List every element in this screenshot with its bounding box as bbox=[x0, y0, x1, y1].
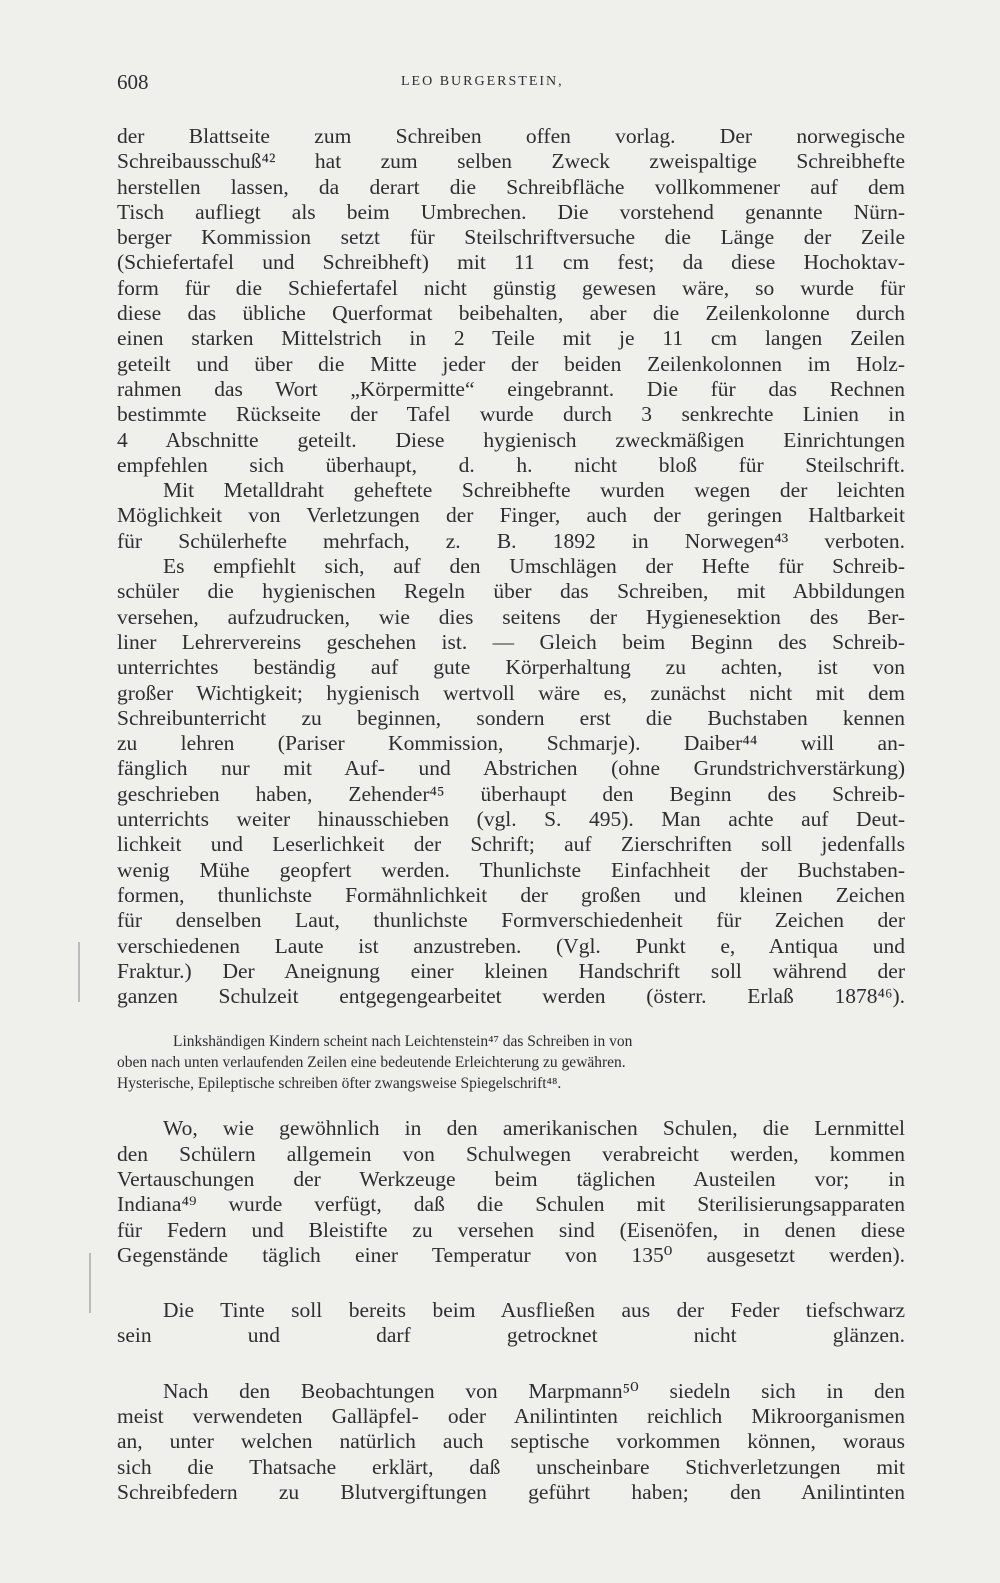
text-line: lichkeit und Leserlichkeit der Schrift; auf Zierschriften soll jedenfalls bbox=[117, 832, 905, 857]
text-line: Linkshändigen Kindern scheint nach Leichtenstein⁴⁷ das Schreiben in von bbox=[173, 1033, 633, 1051]
text-line: Schreibfedern zu Blutvergiftungen geführt haben; den Anilintinten bbox=[117, 1479, 905, 1504]
text-line: formen, thunlichste Formähnlichkeit der großen und kleinen Zeichen bbox=[117, 882, 905, 907]
margin-mark bbox=[89, 1253, 91, 1313]
paragraph bbox=[117, 1116, 905, 1268]
text-line: rahmen das Wort „Körpermitte“ eingebrannt. Die für das Rechnen bbox=[117, 376, 905, 401]
text-line: geschrieben haben, Zehender⁴⁵ überhaupt den Beginn des Schreib- bbox=[117, 781, 905, 806]
text-line: einen starken Mittelstrich in 2 Teile mit je 11 cm langen Zeilen bbox=[117, 326, 905, 351]
text-line: verschiedenen Laute ist anzustreben. (Vgl. Punkt e, Antiqua und bbox=[117, 933, 905, 958]
text-line: Mit Metalldraht geheftete Schreibhefte wurden wegen der leichten bbox=[163, 478, 905, 503]
body-text bbox=[117, 124, 905, 1505]
text-line: wenig Mühe geopfert werden. Thunlichste Einfachheit der Buchstaben- bbox=[117, 857, 905, 882]
text-line: unterrichtes beständig auf gute Körperhaltung zu achten, ist von bbox=[117, 655, 905, 680]
text-line: Möglichkeit von Verletzungen der Finger, auch der geringen Haltbarkeit bbox=[117, 503, 905, 528]
footnote-paragraph bbox=[117, 1031, 905, 1094]
text-line: schüler die hygienischen Regeln über das Schreiben, mit Abbildungen bbox=[117, 579, 905, 604]
text-line: Die Tinte soll bereits beim Ausfließen aus der Feder tiefschwarz bbox=[163, 1298, 905, 1323]
text-line: 4 Abschnitte geteilt. Diese hygienisch zweckmäßigen Einrichtungen bbox=[117, 427, 905, 452]
text-line: Nach den Beobachtungen von Marpmann⁵⁰ siedeln sich in den bbox=[163, 1378, 905, 1403]
text-line: (Schiefertafel und Schreibheft) mit 11 cm fest; da diese Hochoktav- bbox=[117, 250, 905, 275]
paragraph-gap bbox=[117, 1349, 905, 1379]
text-line: oben nach unten verlaufenden Zeilen eine bedeutende Erleichterung zu gewähren. bbox=[117, 1054, 626, 1072]
text-line: form für die Schiefertafel nicht günstig gewesen wäre, so wurde für bbox=[117, 275, 905, 300]
text-line: Tisch aufliegt als beim Umbrechen. Die vorstehend genannte Nürn- bbox=[117, 199, 905, 224]
text-line: sein und darf getrocknet nicht glänzen. bbox=[117, 1323, 905, 1348]
text-line: an, unter welchen natürlich auch septische vorkommen können, woraus bbox=[117, 1429, 905, 1454]
paragraph bbox=[117, 1379, 905, 1505]
text-line: für Schülerhefte mehrfach, z. B. 1892 in Norwegen⁴³ verboten. bbox=[117, 528, 905, 553]
text-line: bestimmte Rückseite der Tafel wurde durch 3 senkrechte Linien in bbox=[117, 402, 905, 427]
text-line: meist verwendeten Galläpfel- oder Anilintinten reichlich Mikroorganismen bbox=[117, 1404, 905, 1429]
text-line: berger Kommission setzt für Steilschriftversuche die Länge der Zeile bbox=[117, 225, 905, 250]
text-line: liner Lehrervereins geschehen ist. — Gleich beim Beginn des Schreib- bbox=[117, 629, 905, 654]
text-line: diese das übliche Querformat beibehalten, aber die Zeilenkolonne durch bbox=[117, 301, 905, 326]
paragraph-gap bbox=[117, 1009, 905, 1031]
margin-mark bbox=[78, 942, 80, 1002]
text-line: Vertauschungen der Werkzeuge beim täglichen Austeilen vor; in bbox=[117, 1166, 905, 1191]
text-line: ganzen Schulzeit entgegengearbeitet werden (österr. Erlaß 1878⁴⁶). bbox=[117, 984, 905, 1009]
text-line: fänglich nur mit Auf- und Abstrichen (ohne Grundstrichverstärkung) bbox=[117, 756, 905, 781]
text-line: sich die Thatsache erklärt, daß unscheinbare Stichverletzungen mit bbox=[117, 1454, 905, 1479]
text-line: empfehlen sich überhaupt, d. h. nicht bloß für Steilschrift. bbox=[117, 452, 905, 477]
paragraph bbox=[117, 478, 905, 554]
page-header bbox=[117, 70, 902, 100]
text-line: den Schülern allgemein von Schulwegen verabreicht werden, kommen bbox=[117, 1141, 905, 1166]
text-line: Fraktur.) Der Aneignung einer kleinen Handschrift soll während der bbox=[117, 958, 905, 983]
paragraph-gap bbox=[117, 1268, 905, 1298]
paragraph bbox=[117, 554, 905, 1009]
text-line: großer Wichtigkeit; hygienisch wertvoll wäre es, zunächst nicht mit dem bbox=[117, 680, 905, 705]
text-line: unterrichts weiter hinausschieben (vgl. S. 495). Man achte auf Deut- bbox=[117, 807, 905, 832]
text-line: Wo, wie gewöhnlich in den amerikanischen Schulen, die Lernmittel bbox=[163, 1116, 905, 1141]
text-line: für denselben Laut, thunlichste Formverschiedenheit für Zeichen der bbox=[117, 908, 905, 933]
page-number: 608 bbox=[117, 70, 149, 94]
text-line: Es empfiehlt sich, auf den Umschlägen der Hefte für Schreib- bbox=[163, 554, 905, 579]
text-line: für Federn und Bleistifte zu versehen sind (Eisenöfen, in denen diese bbox=[117, 1217, 905, 1242]
text-line: Gegenstände täglich einer Temperatur von 135⁰ ausgesetzt werden). bbox=[117, 1242, 905, 1267]
text-line: Hysterische, Epileptische schreiben öfter zwangsweise Spiegelschrift⁴⁸. bbox=[117, 1075, 562, 1093]
text-line: herstellen lassen, da derart die Schreibfläche vollkommener auf dem bbox=[117, 174, 905, 199]
text-line: der Blattseite zum Schreiben offen vorlag. Der norwegische bbox=[117, 124, 905, 148]
text-line: Indiana⁴⁹ wurde verfügt, daß die Schulen mit Sterilisierungsapparaten bbox=[117, 1192, 905, 1217]
text-line: zu lehren (Pariser Kommission, Schmarje). Daiber⁴⁴ will an- bbox=[117, 731, 905, 756]
text-line: versehen, aufzudrucken, wie dies seitens der Hygienesektion des Ber- bbox=[117, 604, 905, 629]
text-line: Schreibunterricht zu beginnen, sondern erst die Buchstaben kennen bbox=[117, 705, 905, 730]
running-title: LEO BURGERSTEIN, bbox=[401, 74, 564, 89]
paragraph bbox=[117, 1298, 905, 1349]
paragraph bbox=[117, 124, 905, 478]
text-line: Schreibausschuß⁴² hat zum selben Zweck zweispaltige Schreibhefte bbox=[117, 149, 905, 174]
paragraph-gap bbox=[117, 1094, 905, 1116]
text-line: geteilt und über die Mitte jeder der beiden Zeilenkolonnen im Holz- bbox=[117, 351, 905, 376]
